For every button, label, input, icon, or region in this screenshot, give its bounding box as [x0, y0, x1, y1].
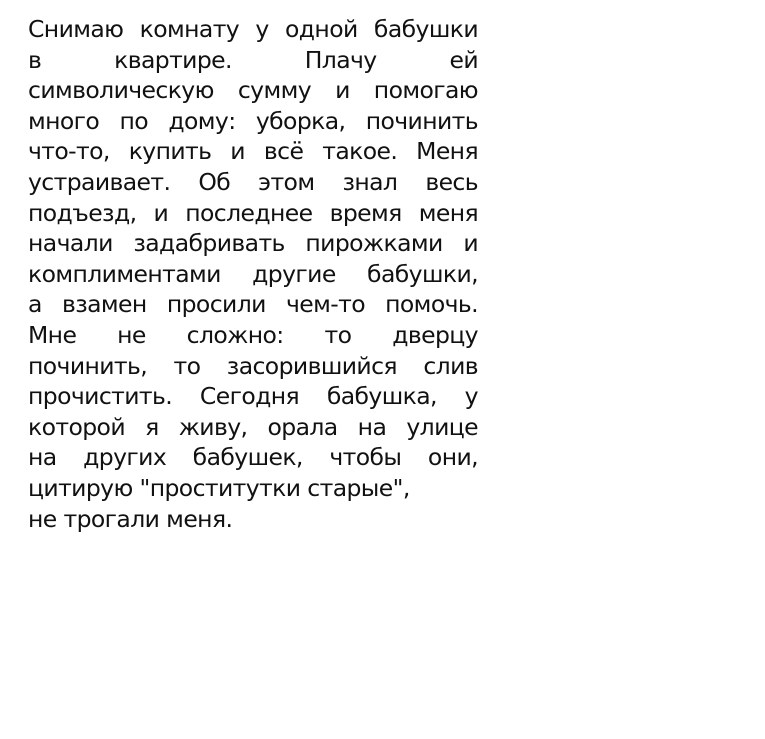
text-line-3: символическую сумму и помогаю — [28, 76, 478, 105]
text-line-9: комплиментами другие бабушки, — [28, 259, 478, 288]
text-line-15: на других бабушек, чтобы они, — [28, 443, 478, 472]
text-line-14: которой я живу, орала на улице — [28, 412, 478, 441]
text-line-13: прочистить. Сегодня бабушка, у — [28, 382, 478, 411]
text-line-2: в квартире. Плачу ей — [28, 45, 478, 74]
text-line-1: Снимаю комнату у одной бабушки — [28, 15, 478, 43]
text-line-5: что-то, купить и всё такое. Меня — [28, 137, 478, 166]
text-line-7: подъезд, и последнее время меня — [28, 198, 478, 227]
text-line-17: не трогали меня. — [28, 504, 233, 533]
text-line-16: цитирую "проститутки старые", — [28, 473, 410, 502]
text-line-12: починить, то засорившийся слив — [28, 351, 478, 380]
text-line-8: начали задабривать пирожками и — [28, 229, 478, 258]
text-line-10: а взамен просили чем-то помочь. — [28, 290, 478, 319]
text-line-4: много по дому: уборка, починить — [28, 106, 478, 135]
text-line-6: устраивает. Об этом знал весь — [28, 167, 478, 196]
text-line-11: Мне не сложно: то дверцу — [28, 320, 478, 349]
story-text — [28, 14, 478, 534]
